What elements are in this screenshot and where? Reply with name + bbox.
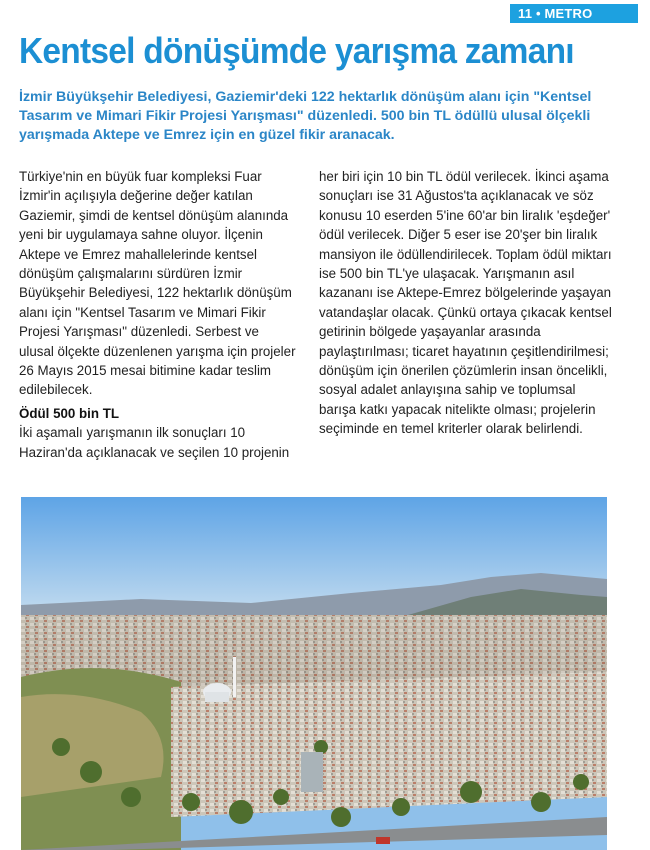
article-paragraph: her biri için 10 bin TL ödül verilecek. İkinci aşama sonuçları ise 31 Ağustos'ta açıklanacak ve söz konusu 10 eserden 5'ine 60'ar bin liralık 'eşdeğer' ödül verilecek. Diğer 5 eser ise 20'şer bin liralık mansiyon ile ödüllendirilecek. Toplam ödül miktarı ise 500 bin TL'ye ulaşacak. Yarışmanın asıl kazananı ise Aktepe-Emrez bölgelerinde yaşayan vatandaşlar olacak. Çünkü ortaya çıkacak kentsel getirinin bölgede yaşayanlar arasında paylaştırılması; ticaret hayatının çeşitlendirilmesi; dönüşüm için önerilen çözümlerin insan öncelikli, sosyal adalet anlayışına sahip ve toplumsal barışa katkı yapacak nitelikte olması; projelerin seçiminde en temel kriterler olarak belirlendi. [319, 169, 612, 438]
article-title: Kentsel dönüşümde yarışma zamanı [19, 30, 574, 71]
city-panorama-image [21, 497, 607, 850]
article-lead: İzmir Büyükşehir Belediyesi, Gaziemir'deki 122 hektarlık dönüşüm alanı için "Kentsel Tasarım ve Mimari Fikir Projesi Yarışması" düzenledi. 500 bin TL ödüllü ulusal ölçekli yarışmada Aktepe ve Emrez için en güzel fikir aranacak. [19, 89, 592, 143]
page-number-badge: 11 • METRO [510, 4, 638, 23]
article-paragraph: İki aşamalı yarışmanın ilk sonuçları 10 Haziran'da açıklanacak ve seçilen 10 projenin [19, 425, 290, 461]
article-column-left [19, 168, 296, 463]
article-paragraph: Türkiye'nin en büyük fuar kompleksi Fuar İzmir'in açılışıyla değerine değer katılan Gaziemir, şimdi de kentsel dönüşüm alanında yeni bir uygulamaya sahne oluyor. İlçenin Aktepe ve Emrez mahallelerinde kentsel dönüşüm çalışmalarını sürdüren İzmir Büyükşehir Belediyesi, 122 hektarlık dönüşüm alanı için "Kentsel Tasarım ve Mimari Fikir Projesi Yarışması" düzenledi. Serbest ve ulusal ölçekte düzenlenen yarışma için projeler 26 Mayıs 2015 mesai bitimine kadar teslim edilebilecek. [19, 169, 296, 399]
article-subheading: Ödül 500 bin TL [19, 405, 120, 422]
article-column-right [319, 168, 616, 440]
city-panorama-photo [21, 497, 607, 850]
